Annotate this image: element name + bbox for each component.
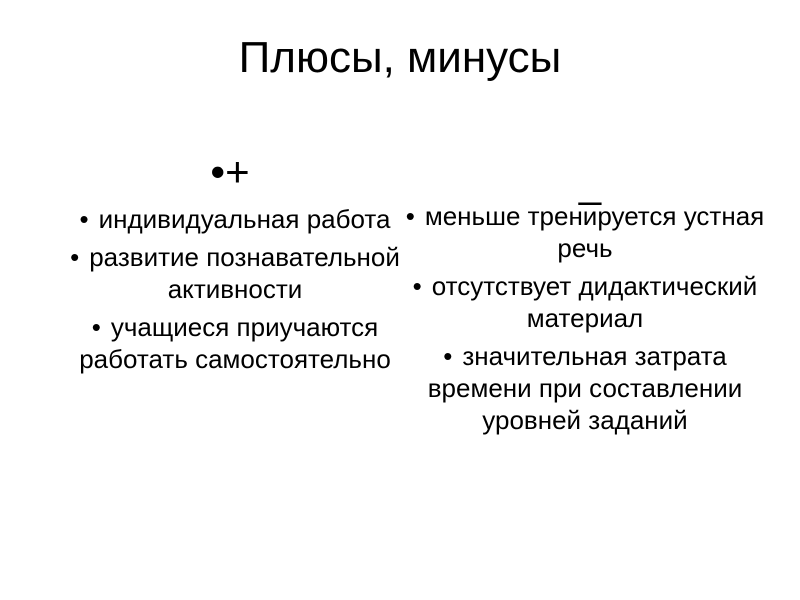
cons-item [405,270,765,334]
slide-title: Плюсы, минусы [238,33,562,82]
cons-header: _ [578,162,602,206]
cons-item-text: • значительная затрата времени при составлении уровней заданий [428,341,743,435]
pros-item-text: • учащиеся приучаются работать самостоятельно [79,312,391,374]
cons-item [405,340,765,436]
pros-item [70,203,400,235]
pros-item-text: • развитие познавательной активности [70,242,400,304]
pros-list [70,203,400,381]
pros-item [70,241,400,305]
cons-list [405,200,765,442]
pros-item [70,311,400,375]
pros-item-text: • индивидуальная работа [80,204,391,234]
cons-item [405,200,765,264]
cons-item-text: • отсутствует дидактический материал [413,271,758,333]
pros-header: •+ [210,148,250,195]
cons-item-text: • меньше тренируется устная речь [406,201,765,263]
